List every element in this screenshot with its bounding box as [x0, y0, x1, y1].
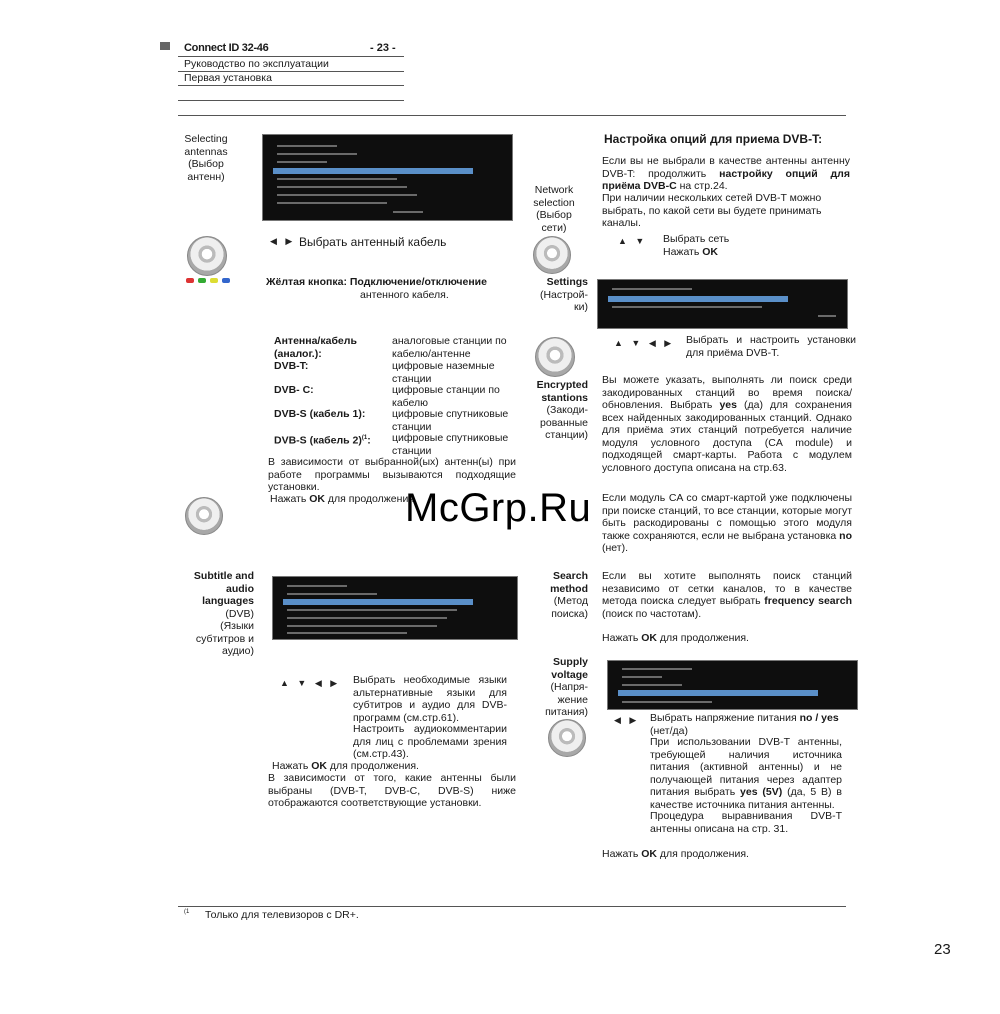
network-select-text: Выбрать сеть — [663, 233, 730, 245]
supply-text3: Процедура выравнивания DVB-T антенны описана на стр. 31. — [650, 810, 842, 835]
table-key-dvbs2: DVB-S (кабель 2)$^{(1}$: — [274, 434, 371, 447]
yellow-button-text: Жёлтая кнопка: Подключение/отключение — [266, 276, 487, 288]
remote-ok-icon — [185, 497, 223, 535]
selecting-select-text: Выбрать антенный кабель — [299, 235, 447, 249]
header-manual: Руководство по эксплуатации — [184, 58, 329, 70]
subtitle-text2: Настроить аудиокомментарии для лиц с проблемами зрения (см.стр.43). — [353, 723, 507, 760]
table-val-dvbs1: цифровые спутниковые станции — [392, 408, 509, 433]
supply-text2: При использовании DVB-T антенны, требующей наличия источника питания (активной антенны) и не получающей питания через адаптер питания выбрать yes (5V) (да, 5 В) в качестве источника питания антенны. — [650, 736, 842, 811]
dvbt-heading: Настройка опций для приема DVB-T: — [604, 132, 823, 146]
table-key-dvbt: DVB-T: — [274, 360, 309, 372]
subtitle-ok: Нажать OK для продолжения. — [272, 760, 419, 772]
supply-arrows-icon: ◀ ▶ — [614, 715, 640, 725]
header-section: Первая установка — [184, 72, 272, 84]
subtitle-note: В зависимости от того, какие антенны были выбраны (DVB-T, DVB-C, DVB-S) ниже отображаются соответствующие установки. — [268, 772, 516, 809]
search-label: Search method (Метод поиска) — [550, 570, 588, 620]
language-menu-screenshot — [272, 576, 518, 640]
table-val-analog: аналоговые станции по кабелю/антенне — [392, 335, 507, 360]
table-val-dvbc: цифровые станции по кабелю — [392, 384, 500, 409]
settings-label: Settings (Настрой- ки) — [539, 276, 588, 313]
color-buttons-icon — [186, 278, 236, 284]
left-right-arrows-icon: ◀ ▶ — [270, 236, 296, 246]
watermark-text: McGrp.Ru — [405, 486, 592, 530]
settings-arrows-icon: ▲ ▼ ◀ ▶ — [614, 338, 675, 348]
up-down-arrows-icon: ▲ ▼ — [618, 236, 648, 246]
encrypted-text: Вы можете указать, выполнять ли поиск среди закодированных станций во время поиска/обновления. Выбрать yes (да) для сохранения всех найденных закодированных станций. Однако для приёма этих станций потребуется наличие модуля условного доступа (CA module) и подходящей смарт-карты. Работа с модулем условного доступа описана на стр.63. — [602, 374, 852, 474]
table-key-dvbs1: DVB-S (кабель 1): — [274, 408, 366, 420]
supply-menu-screenshot — [607, 660, 858, 710]
encrypted-text2: Если модуль CA со смарт-картой уже подключены при поиске станций, то все станции, которые могут быть раскодированы с помощью этого модуля также сохраняются, если не выбрана установка no (нет). — [602, 492, 852, 554]
footnote-text: Только для телевизоров с DR+. — [205, 909, 359, 921]
remote-network-icon — [533, 236, 571, 274]
page-number: 23 — [934, 941, 951, 958]
dvbt-intro: Если вы не выбрали в качестве антенны антенну DVB-T: продолжить настройку опций для приёма DVB-C на стр.24. — [602, 155, 850, 192]
table-val-dvbt: цифровые наземные станции — [392, 360, 495, 385]
subtitle-label: Subtitle and audio languages (DVB) (Языки субтитров и аудио) — [193, 570, 254, 657]
remote-supply-icon — [548, 719, 586, 757]
settings-text: Выбрать и настроить установки для приёма DVB-T. — [686, 334, 856, 359]
settings-menu-screenshot — [597, 279, 848, 329]
selecting-label: Selecting antennas (Выбор антенн) — [184, 133, 228, 183]
header-model: Connect ID 32-46 — [184, 42, 269, 54]
remote-control-icon — [187, 236, 227, 276]
supply-label: Supply voltage (Напря- жение питания) — [545, 656, 588, 718]
encrypted-label: Encrypted stantions (Закоди- рованные станции) — [536, 379, 588, 441]
subtitle-text1: Выбрать необходимые языки альтернативные языки для субтитров и аудио для DVB-программ (см.стр.61). — [353, 674, 507, 724]
table-key-dvbc: DVB- C: — [274, 384, 314, 396]
header-page-ref: - 23 - — [370, 42, 396, 54]
selecting-note: В зависимости от выбранной(ых) антенн(ы) при работе программы вызываются подходящие установки. — [268, 456, 516, 493]
yellow-button-rest: антенного кабеля. — [360, 289, 449, 301]
search-ok: Нажать OK для продолжения. — [602, 632, 749, 644]
four-arrows-icon: ▲ ▼ ◀ ▶ — [280, 678, 341, 688]
network-label: Network selection (Выбор сети) — [533, 184, 575, 234]
network-ok: Нажать OK — [663, 246, 719, 258]
remote-settings-icon — [535, 337, 575, 377]
header-marker-icon — [160, 42, 170, 50]
table-val-dvbs2: цифровые спутниковые станции — [392, 432, 509, 457]
supply-ok: Нажать OK для продолжения. — [602, 848, 749, 860]
footnote-mark: (1 — [184, 909, 190, 915]
antenna-menu-screenshot — [262, 134, 513, 221]
selecting-ok: Нажать OK для продолжения. — [270, 493, 417, 505]
search-text: Если вы хотите выполнять поиск станций независимо от сетки каналов, то в качестве метода поиска следует выбрать frequency search (поиск по частотам). — [602, 570, 852, 620]
supply-text: Выбрать напряжение питания no / yes (нет/да) — [650, 712, 839, 737]
dvbt-intro2: При наличии нескольких сетей DVB-T можно выбрать, по какой сети вы будете принимать каналы. — [602, 192, 822, 229]
table-key-analog: Антенна/кабель (аналог.): — [274, 335, 357, 360]
